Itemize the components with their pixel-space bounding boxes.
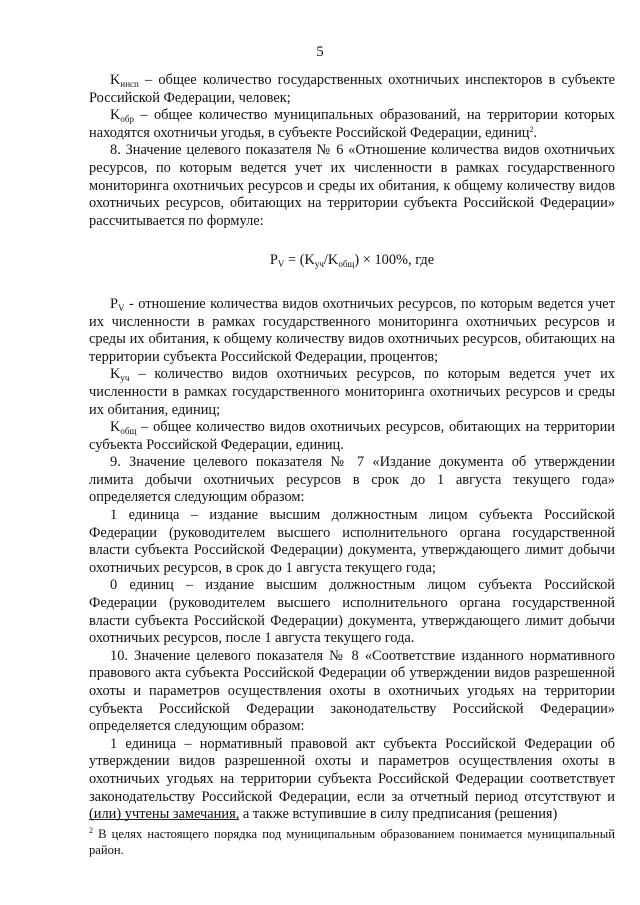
- paragraph-item-9-one-unit: 1 единица – издание высшим должностным лицом субъекта Российской Федерации (руководителем высшего исполнительного органа государственной власти субъекта Российской Федерации) документа, утверждающего лимит добычи охотничьих ресурсов, в срок до 1 августа текущего года;: [89, 507, 615, 576]
- footnote-divider: [89, 819, 239, 820]
- definition-k-obr: $K_{обр}$ – общее количество муниципальных образований, на территории которых находятся охотничьи угодья, в субъекте Российской Федерации, единиц$^2$.: [89, 107, 615, 141]
- footnote: [89, 826, 615, 858]
- formula: $P_V = (K_{уч}/K_{общ}) \times 100\%$, где: [269, 252, 435, 270]
- definition-k-insp: $K_{инсп}$ – общее количество государственных охотничьих инспекторов в субъекте Российской Федерации, человек;: [89, 72, 615, 106]
- definition-k-obshch: $K_{общ}$ – общее количество видов охотничьих ресурсов, обитающих на территории субъекта Российской Федерации, единиц.: [89, 419, 615, 453]
- definition-k-uch: $K_{уч}$ – количество видов охотничьих ресурсов, по которым ведется учет их численности в рамках государственного мониторинга охотничьих ресурсов и среды их обитания, единиц;: [89, 366, 615, 418]
- paragraph-item-10: 10. Значение целевого показателя № 8 «Соответствие изданного нормативного правового акта субъекта Российской Федерации об утверждении видов разрешенной охоты и параметров осуществления охоты в охотничьих угодьях на территории субъекта Российской Федерации законодательству Российской Федерации» определяется следующим образом:: [89, 647, 615, 735]
- paragraph-item-8: 8. Значение целевого показателя № 6 «Отношение количества видов охотничьих ресурсов, по которым ведется учет их численности в рамках государственного мониторинга охотничьих ресурсов и среды их обитания, к общему количеству видов охотничьих ресурсов, обитающих на территории субъекта Российской Федерации» рассчитывается по формуле:: [89, 142, 615, 229]
- footnote-reference: 2: [529, 124, 534, 134]
- definition-pv: $P_V$ - отношение количества видов охотничьих ресурсов, по которым ведется учет их численности в рамках государственного мониторинга охотничьих ресурсов и среды их обитания, к общему количеству видов охотничьих ресурсов, обитающих на территории субъекта Российской Федерации, процентов;: [89, 295, 615, 365]
- paragraph-item-9-zero-units: 0 единиц – издание высшим должностным лицом субъекта Российской Федерации (руководителем высшего исполнительного органа государственной власти субъекта Российской Федерации) документа, утверждающего лимит добычи охотничьих ресурсов, после 1 августа текущего года.: [89, 577, 615, 647]
- page-number: 5: [316, 44, 324, 60]
- footnote-mark: 2: [89, 826, 93, 835]
- paragraph-item-9: 9. Значение целевого показателя № 7 «Издание документа об утверждении лимита добычи охотничьих ресурсов в срок до 1 августа текущего года» определяется следующим образом:: [89, 454, 615, 506]
- footnote-text: В целях настоящего порядка под муниципальным образованием понимается муниципальный район.: [89, 827, 615, 857]
- document-body: [89, 72, 615, 824]
- paragraph-item-10-one-unit: 1 единица – нормативный правовой акт субъекта Российской Федерации об утверждении видов разрешенной охоты и параметров осуществления охоты в охотничьих угодьях на территории субъекта Российской Федерации соответствует законодательству Российской Федерации, если за отчетный период отсутствуют и (или) учтены замечания, а также вступившие в силу предписания (решения): [89, 735, 615, 823]
